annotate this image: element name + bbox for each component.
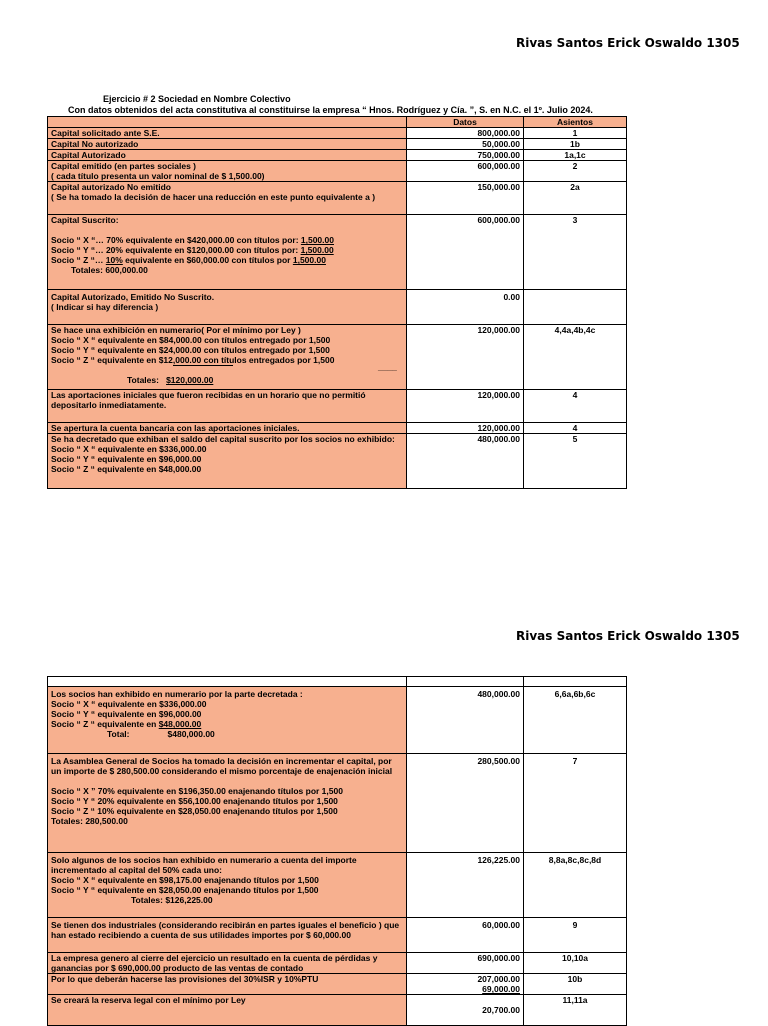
table-header-row [48,677,627,687]
row-ref: 11,11a [524,995,627,1026]
row-line: Socio “ Y “ equivalente en $28,050.00 enajenando títulos por 1,500 [51,885,319,895]
row-text: Por lo que deberán hacerse las provisiones del 30%ISR y 10%PTU [48,974,407,995]
row-value: 750,000.00 [407,150,524,161]
exercise-table-page1 [47,116,627,489]
row-line: Solo algunos de los socios han exhibido en numerario a cuenta del importe incrementado al capital del 50% cada uno: [51,855,357,875]
row-ref: 10,10a [524,953,627,974]
row-value: 126,225.00 [407,853,524,918]
row-line: Los socios han exhibido en numerario por la parte decretada : [51,689,303,699]
row-text: Capital No autorizado [48,139,407,150]
row-total: Totales: $120,000.00 [127,375,214,385]
row-text [48,687,407,754]
row-value: 120,000.00 [407,325,524,390]
row-line: Socio “ X ” 70% equivalente en $196,350.00 enajenando títulos por 1,500 [51,786,343,796]
header-datos: Datos [407,117,524,128]
row-value: 120,000.00 [407,390,524,423]
table-row [48,423,627,434]
separator-line: ____ [378,362,397,372]
row-text: Capital solicitado ante S.E. [48,128,407,139]
row-line: Capital Autorizado, Emitido No Suscrito. [51,292,215,302]
row-line: ( cada título presenta un valor nominal de $ 1,500.00) [51,171,265,181]
isr-provision: 207,000.00 [477,974,520,984]
row-value: 0.00 [407,290,524,325]
row-value: 480,000.00 [407,434,524,489]
row-ref: 4 [524,423,627,434]
row-value: 690,000.00 [407,953,524,974]
row-ref: 1a,1c [524,150,627,161]
exercise-subtitle: Con datos obtenidos del acta constitutiva al constituirse la empresa “ Hnos. Rodríguez y Cía. ”, S. en N.C. el 1º. Julio 2024. [68,105,593,115]
row-ref [524,290,627,325]
table-row [48,161,627,182]
table-row [48,974,627,995]
row-ref: 10b [524,974,627,995]
socio-y-line: Socio “ Y “… 20% equivalente en $120,000.00 con títulos por: 1,500.00 [51,245,334,255]
table-row [48,390,627,423]
row-text: Se apertura la cuenta bancaria con las aportaciones iniciales. [48,423,407,434]
table-row [48,434,627,489]
row-line: Socio “ Y “ equivalente en $96,000.00 [51,709,202,719]
row-text [48,853,407,918]
author-name: Rivas Santos Erick Oswaldo 1305 [516,36,740,50]
table-row [48,853,627,918]
row-ref: 4,4a,4b,4c [524,325,627,390]
table-row [48,687,627,754]
row-total: Total: $480,000.00 [107,729,215,739]
row-value: 280,500.00 [407,754,524,853]
row-ref: 2a [524,182,627,215]
row-ref: 3 [524,215,627,290]
table-row [48,918,627,953]
table-row [48,128,627,139]
row-line: Se ha decretado que exhiban el saldo del capital suscrito por los socios no exhibido: [51,434,395,444]
row-text: Las aportaciones iniciales que fueron recibidas en un horario que no permitió depositarlo inmediatamente. [48,390,407,423]
row-text [48,182,407,215]
row-ref: 1 [524,128,627,139]
row-value: 600,000.00 [407,161,524,182]
row-text [48,434,407,489]
row-ref: 5 [524,434,627,489]
table-row [48,150,627,161]
row-value: 480,000.00 [407,687,524,754]
table-row [48,182,627,215]
row-line: Capital autorizado No emitido [51,182,171,192]
row-line: Socio “ X “ equivalente en $336,000.00 [51,699,207,709]
row-line: ( Indicar si hay diferencia ) [51,302,159,312]
table-row [48,290,627,325]
row-text: Se tienen dos industriales (considerando recibirán en partes iguales el beneficio ) que han estado recibiendo a cuenta de sus utilidades importes por $ 60,000.00 [48,918,407,953]
exercise-table-page2 [47,676,627,1026]
row-total: Totales: 600,000.00 [71,265,148,275]
row-value: 150,000.00 [407,182,524,215]
row-line: Socio “ Y “ equivalente en $24,000.00 con títulos entregado por 1,500 [51,345,330,355]
table-row [48,953,627,974]
row-line: Socio “ X “ equivalente en $336,000.00 [51,444,207,454]
table-row [48,139,627,150]
row-line: Socio “ Z “ equivalente en $48,000.00 [51,464,202,474]
row-ref: 7 [524,754,627,853]
row-value: 800,000.00 [407,128,524,139]
header-blank [48,117,407,128]
socio-x-line: Socio “ X “… 70% equivalente en $420,000.00 con títulos por: 1,500.00 [51,235,334,245]
row-line: Capital emitido (en partes sociales ) [51,161,197,171]
table-header-row [48,117,627,128]
row-value: 50,000.00 [407,139,524,150]
row-total: Totales: 280,500.00 [51,816,128,826]
row-line: Socio “ X “ equivalente en $98,175.00 enajenando títulos por 1,500 [51,875,319,885]
row-ref: 6,6a,6b,6c [524,687,627,754]
author-name: Rivas Santos Erick Oswaldo 1305 [516,629,740,643]
row-text: Se creará la reserva legal con el mínimo por Ley [48,995,407,1026]
row-ref: 8,8a,8c,8c,8d [524,853,627,918]
row-value: 600,000.00 [407,215,524,290]
row-text: La empresa genero al cierre del ejercicio un resultado en la cuenta de pérdidas y ganancias por $ 690,000.00 producto de las ventas de contado [48,953,407,974]
row-value: 20,700.00 [407,995,524,1026]
row-total: Totales: $126,225.00 [131,895,213,905]
header-asientos: Asientos [524,117,627,128]
row-text [48,161,407,182]
row-line: Se hace una exhibición en numerario( Por el mínimo por Ley ) [51,325,301,335]
row-value: 60,000.00 [407,918,524,953]
socio-z-line: Socio “ Z “… 10% equivalente en $60,000.00 con títulos por 1,500.00 [51,255,326,265]
row-ref: 9 [524,918,627,953]
row-ref: 4 [524,390,627,423]
row-text [48,325,407,390]
row-line: Socio “ Z “ equivalente en $12,000.00 con títulos entregados por 1,500 [51,355,335,365]
row-line: La Asamblea General de Socios ha tomado la decisión en incrementar el capital, por un importe de $ 280,500.00 considerando el mismo porcentaje de enajenación inicial [51,756,393,776]
row-text [48,754,407,853]
exercise-title: Ejercicio # 2 Sociedad en Nombre Colectivo [103,94,291,104]
row-text: Capital Autorizado [48,150,407,161]
row-line: Socio “ Z “ 10% equivalente en $28,050.00 enajenando títulos por 1,500 [51,806,338,816]
row-text [48,215,407,290]
row-line: ( Se ha tomado la decisión de hacer una reducción en este punto equivalente a ) [51,192,376,202]
ptu-provision: 69,000.00 [482,984,520,994]
table-row [48,325,627,390]
row-ref: 1b [524,139,627,150]
row-line: Socio “ Y “ 20% equivalente en $56,100.00 enajenando títulos por 1,500 [51,796,338,806]
table-row [48,995,627,1026]
table-row [48,215,627,290]
row-text [48,290,407,325]
row-value: 120,000.00 [407,423,524,434]
row-line: Socio “ X “ equivalente en $84,000.00 con títulos entregado por 1,500 [51,335,331,345]
table-row [48,754,627,853]
row-ref: 2 [524,161,627,182]
row-value [407,974,524,995]
row-line: Socio “ Y “ equivalente en $96,000.00 [51,454,202,464]
row-line: Socio “ Z “ equivalente en $48,000.00 [51,719,202,729]
row-line: Capital Suscrito: [51,215,119,225]
